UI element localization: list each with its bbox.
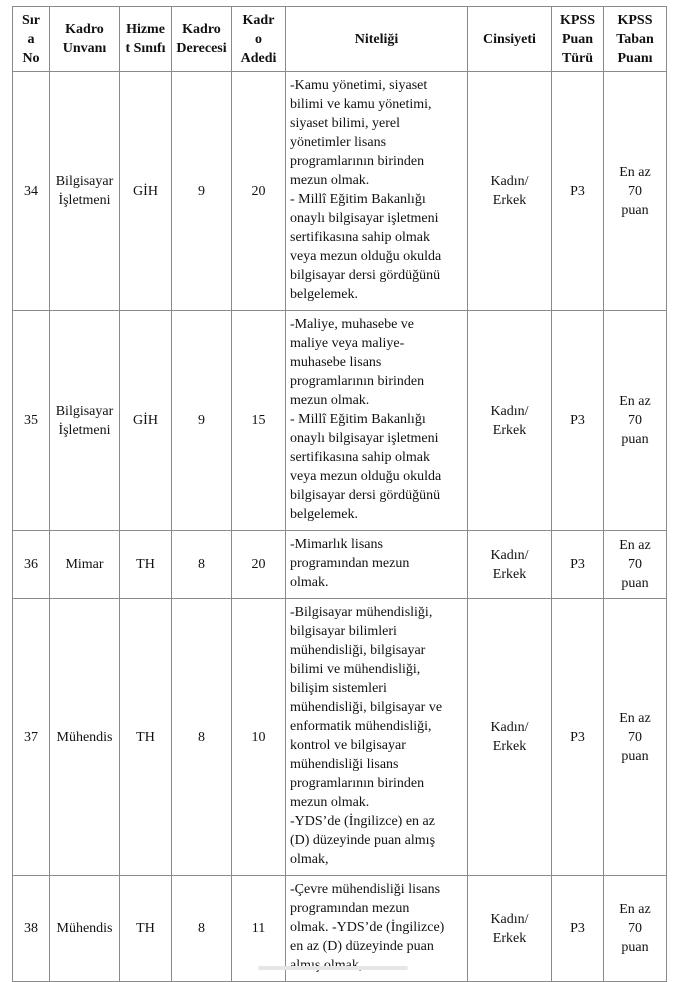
cell-unvan (50, 72, 120, 311)
cell-line: belgelemek. (290, 287, 359, 302)
cell-derece: 9 (172, 72, 232, 311)
cell-line: En az (619, 394, 651, 409)
cell-line: mühendisliği, bilgisayar (290, 643, 426, 658)
cell-line: -Kamu yönetimi, siyaset (290, 78, 428, 93)
cell-cinsiyet (468, 876, 552, 982)
cell-line: mezun olmak. (290, 173, 370, 188)
cell-line: veya mezun olduğu okulda (290, 469, 442, 484)
cell-adet: 15 (232, 311, 286, 531)
cell-line: Kadın/ (490, 547, 529, 563)
cell-line: Erkek (492, 930, 527, 946)
cell-line: -Mimarlık lisans (290, 537, 383, 552)
cell-nitelik (286, 311, 468, 531)
cell-line: puan (621, 940, 649, 955)
cell-line: yönetimler lisans (290, 135, 387, 150)
cell-line: Erkek (492, 193, 527, 208)
cell-cinsiyet (468, 531, 552, 599)
cell-puan-turu: P3 (552, 531, 604, 599)
cell-line: 70 (628, 729, 642, 745)
cell-cinsiyet (468, 311, 552, 531)
page-footer-mark (258, 966, 408, 970)
cell-hizmet: TH (120, 876, 172, 982)
cell-line: -Çevre mühendisliği lisans (290, 882, 441, 897)
cell-line: puan (621, 576, 649, 591)
cell-line: En az (619, 710, 651, 726)
cell-line: Kadın/ (490, 911, 529, 927)
table-row (13, 599, 667, 876)
cell-line: bilişim sistemleri (290, 681, 387, 696)
cell-line: Kadr (242, 12, 275, 28)
cell-line: Erkek (492, 566, 527, 582)
cell-line: mezun olmak. (290, 393, 370, 408)
cell-sira: 38 (13, 876, 50, 982)
cell-line: -Bilgisayar mühendisliği, (290, 605, 433, 620)
cell-nitelik (286, 72, 468, 311)
cell-line: 70 (628, 183, 642, 199)
cell-cinsiyet (468, 599, 552, 876)
cell-unvan (50, 599, 120, 876)
cell-line: Puanı (617, 50, 653, 66)
header-row (13, 7, 667, 72)
cell-hizmet: GİH (120, 72, 172, 311)
cell-line: bilgisayar bilimleri (290, 624, 397, 639)
cell-line: No (22, 50, 40, 66)
cell-line: Taban (616, 31, 654, 47)
cell-line: sertifikasına sahip olmak (290, 230, 430, 245)
cell-unvan (50, 311, 120, 531)
cell-line: (D) düzeyinde puan almış (290, 833, 436, 848)
cell-line: olmak, (290, 852, 329, 867)
cell-puan-turu: P3 (552, 599, 604, 876)
cell-puan-turu: P3 (552, 311, 604, 531)
cell-derece: 8 (172, 599, 232, 876)
cell-derece: 9 (172, 311, 232, 531)
cell-line: 70 (628, 557, 642, 572)
cell-hizmet: TH (120, 531, 172, 599)
cell-line: t Sınıfı (125, 41, 166, 56)
cell-line: mühendisliği, bilgisayar ve (290, 700, 443, 715)
cell-line: Kadın/ (490, 720, 529, 735)
cell-line: Kadın/ (490, 174, 529, 189)
cell-line: veya mezun olduğu okulda (290, 249, 442, 264)
positions-table (12, 6, 667, 982)
cell-line: KPSS (559, 12, 595, 28)
cell-line: programlarının birinden (290, 374, 425, 389)
cell-line: olmak. (290, 575, 329, 590)
cell-line: -Maliye, muhasebe ve (290, 317, 415, 332)
cell-line: Mühendis (56, 921, 113, 936)
cell-sira: 34 (13, 72, 50, 311)
cell-line: mühendisliği lisans (290, 757, 399, 772)
cell-line: Kadın/ (490, 403, 529, 419)
header-unvan (50, 7, 120, 72)
cell-line: sertifikasına sahip olmak (290, 450, 430, 465)
table-row (13, 311, 667, 531)
cell-line: En az (619, 164, 651, 180)
cell-line: - Millî Eğitim Bakanlığı (290, 412, 426, 427)
cell-line: onaylı bilgisayar işletmeni (290, 431, 439, 446)
cell-line: Bilgisayar (55, 403, 114, 419)
cell-line: Puan (561, 31, 594, 47)
table-row (13, 72, 667, 311)
cell-adet: 20 (232, 531, 286, 599)
cell-adet: 11 (232, 876, 286, 982)
cell-line: KPSS (617, 12, 653, 28)
cell-line: puan (621, 432, 649, 447)
cell-line: puan (621, 202, 649, 218)
cell-sira: 36 (13, 531, 50, 599)
cell-line: Niteliği (354, 31, 399, 47)
cell-hizmet: TH (120, 599, 172, 876)
header-cinsiyet (468, 7, 552, 72)
header-hizmet (120, 7, 172, 72)
cell-line: İşletmeni (58, 422, 111, 438)
cell-derece: 8 (172, 531, 232, 599)
cell-sira: 37 (13, 599, 50, 876)
cell-line: programından mezun (290, 901, 410, 916)
cell-line: 70 (628, 921, 642, 936)
cell-unvan (50, 876, 120, 982)
cell-line: 70 (628, 413, 642, 428)
cell-line: Sır (22, 12, 40, 28)
header-adet (232, 7, 286, 72)
header-nitelik (286, 7, 468, 72)
cell-line: -YDS’de (İngilizce) en az (290, 814, 435, 829)
cell-line: programlarının birinden (290, 154, 425, 169)
cell-nitelik (286, 599, 468, 876)
cell-unvan (50, 531, 120, 599)
cell-adet: 20 (232, 72, 286, 311)
cell-line: Bilgisayar (55, 174, 114, 189)
cell-line: mezun olmak. (290, 795, 370, 810)
cell-line: programından mezun (290, 556, 410, 571)
cell-line: o (255, 31, 262, 47)
cell-line: Mühendis (56, 729, 113, 745)
cell-line: bilimi ve mühendisliği, (290, 662, 421, 677)
cell-line: siyaset bilimi, yerel (290, 116, 401, 131)
cell-derece: 8 (172, 876, 232, 982)
cell-line: Adedi (240, 50, 277, 66)
cell-line: Cinsiyeti (483, 31, 536, 47)
cell-line: İşletmeni (58, 193, 111, 208)
cell-line: Hizme (126, 22, 165, 37)
cell-line: Kadro (182, 22, 221, 37)
cell-taban (604, 72, 667, 311)
cell-cinsiyet (468, 72, 552, 311)
cell-taban (604, 599, 667, 876)
cell-line: bilgisayar dersi gördüğünü (290, 268, 441, 283)
cell-puan-turu: P3 (552, 72, 604, 311)
cell-line: puan (621, 748, 649, 764)
header-sira (13, 7, 50, 72)
cell-hizmet: GİH (120, 311, 172, 531)
cell-taban (604, 311, 667, 531)
cell-line: enformatik mühendisliği, (290, 719, 432, 734)
header-derece (172, 7, 232, 72)
cell-line: Türü (561, 50, 594, 66)
cell-line: bilimi ve kamu yönetimi, (290, 97, 432, 112)
cell-line: programlarının birinden (290, 776, 425, 791)
cell-line: Erkek (492, 739, 527, 754)
cell-line: Kadro (65, 22, 104, 37)
cell-line: en az (D) düzeyinde puan (290, 939, 434, 954)
cell-taban (604, 876, 667, 982)
cell-line: kontrol ve bilgisayar (290, 738, 406, 753)
cell-line: bilgisayar dersi gördüğünü (290, 488, 441, 503)
cell-line: Unvanı (62, 41, 107, 56)
cell-line: Derecesi (176, 41, 227, 56)
cell-line: En az (619, 902, 651, 917)
cell-line: olmak. -YDS’de (İngilizce) (290, 920, 445, 935)
header-puan-turu (552, 7, 604, 72)
cell-line: Mimar (65, 557, 104, 572)
header-taban (604, 7, 667, 72)
cell-line: a (27, 31, 35, 47)
cell-sira: 35 (13, 311, 50, 531)
cell-line: onaylı bilgisayar işletmeni (290, 211, 439, 226)
cell-line: Erkek (492, 422, 527, 438)
cell-line: En az (619, 538, 651, 553)
cell-line: muhasebe lisans (290, 355, 382, 370)
cell-line: maliye veya maliye- (290, 336, 405, 351)
cell-puan-turu: P3 (552, 876, 604, 982)
cell-line: - Millî Eğitim Bakanlığı (290, 192, 426, 207)
cell-line: belgelemek. (290, 507, 359, 522)
cell-adet: 10 (232, 599, 286, 876)
cell-taban (604, 531, 667, 599)
cell-nitelik (286, 531, 468, 599)
table-row (13, 531, 667, 599)
